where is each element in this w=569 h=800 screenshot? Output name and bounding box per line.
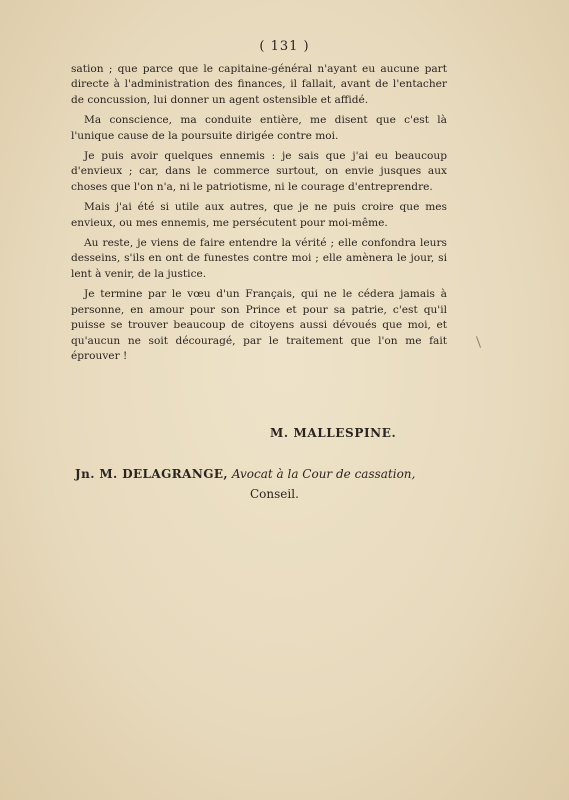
counsel-title: Avocat à la Cour de cassation,	[231, 467, 416, 481]
paragraph: Je puis avoir quelques ennemis : je sais que j'ai eu beaucoup d'envieux ; car, dans le commerce surtout, on envie jusques aux choses que l'on n'a, ni le patriotisme, ni le courage d'entreprendre.	[71, 150, 447, 193]
counsel-block	[75, 464, 455, 504]
paragraph: Mais j'ai été si utile aux autres, que je ne puis croire que mes envieux, ou mes ennemis, me persécutent pour moi-même.	[71, 201, 447, 229]
counsel-name: Jn. M. DELAGRANGE,	[75, 467, 228, 481]
body-text	[71, 62, 447, 369]
counsel-role: Conseil.	[250, 487, 299, 501]
page-number: ( 131 )	[259, 39, 310, 54]
paragraph: Je termine par le vœu d'un Français, qui ne le cédera jamais à personne, en amour pour son Prince et pour sa patrie, c'est qu'il puisse se trouver beaucoup de citoyens aussi dévoués que moi, et qu'aucun ne soit découragé, par le traitement que l'on me fait éprouver !	[71, 288, 447, 362]
paragraph: sation ; que parce que le capitaine-général n'ayant eu aucune part directe à l'administration des finances, il fallait, avant de l'entacher de concussion, lui donner un agent ostensible et affidé.	[71, 63, 447, 106]
paragraph: Ma conscience, ma conduite entière, me disent que c'est là l'unique cause de la poursuite dirigée contre moi.	[71, 114, 447, 142]
signature: M. MALLESPINE.	[270, 426, 397, 440]
paragraph: Au reste, je viens de faire entendre la vérité ; elle confondra leurs desseins, s'ils en ont de funestes contre moi ; elle amènera le jour, si lent à venir, de la justice.	[71, 237, 447, 280]
margin-mark	[476, 336, 481, 348]
